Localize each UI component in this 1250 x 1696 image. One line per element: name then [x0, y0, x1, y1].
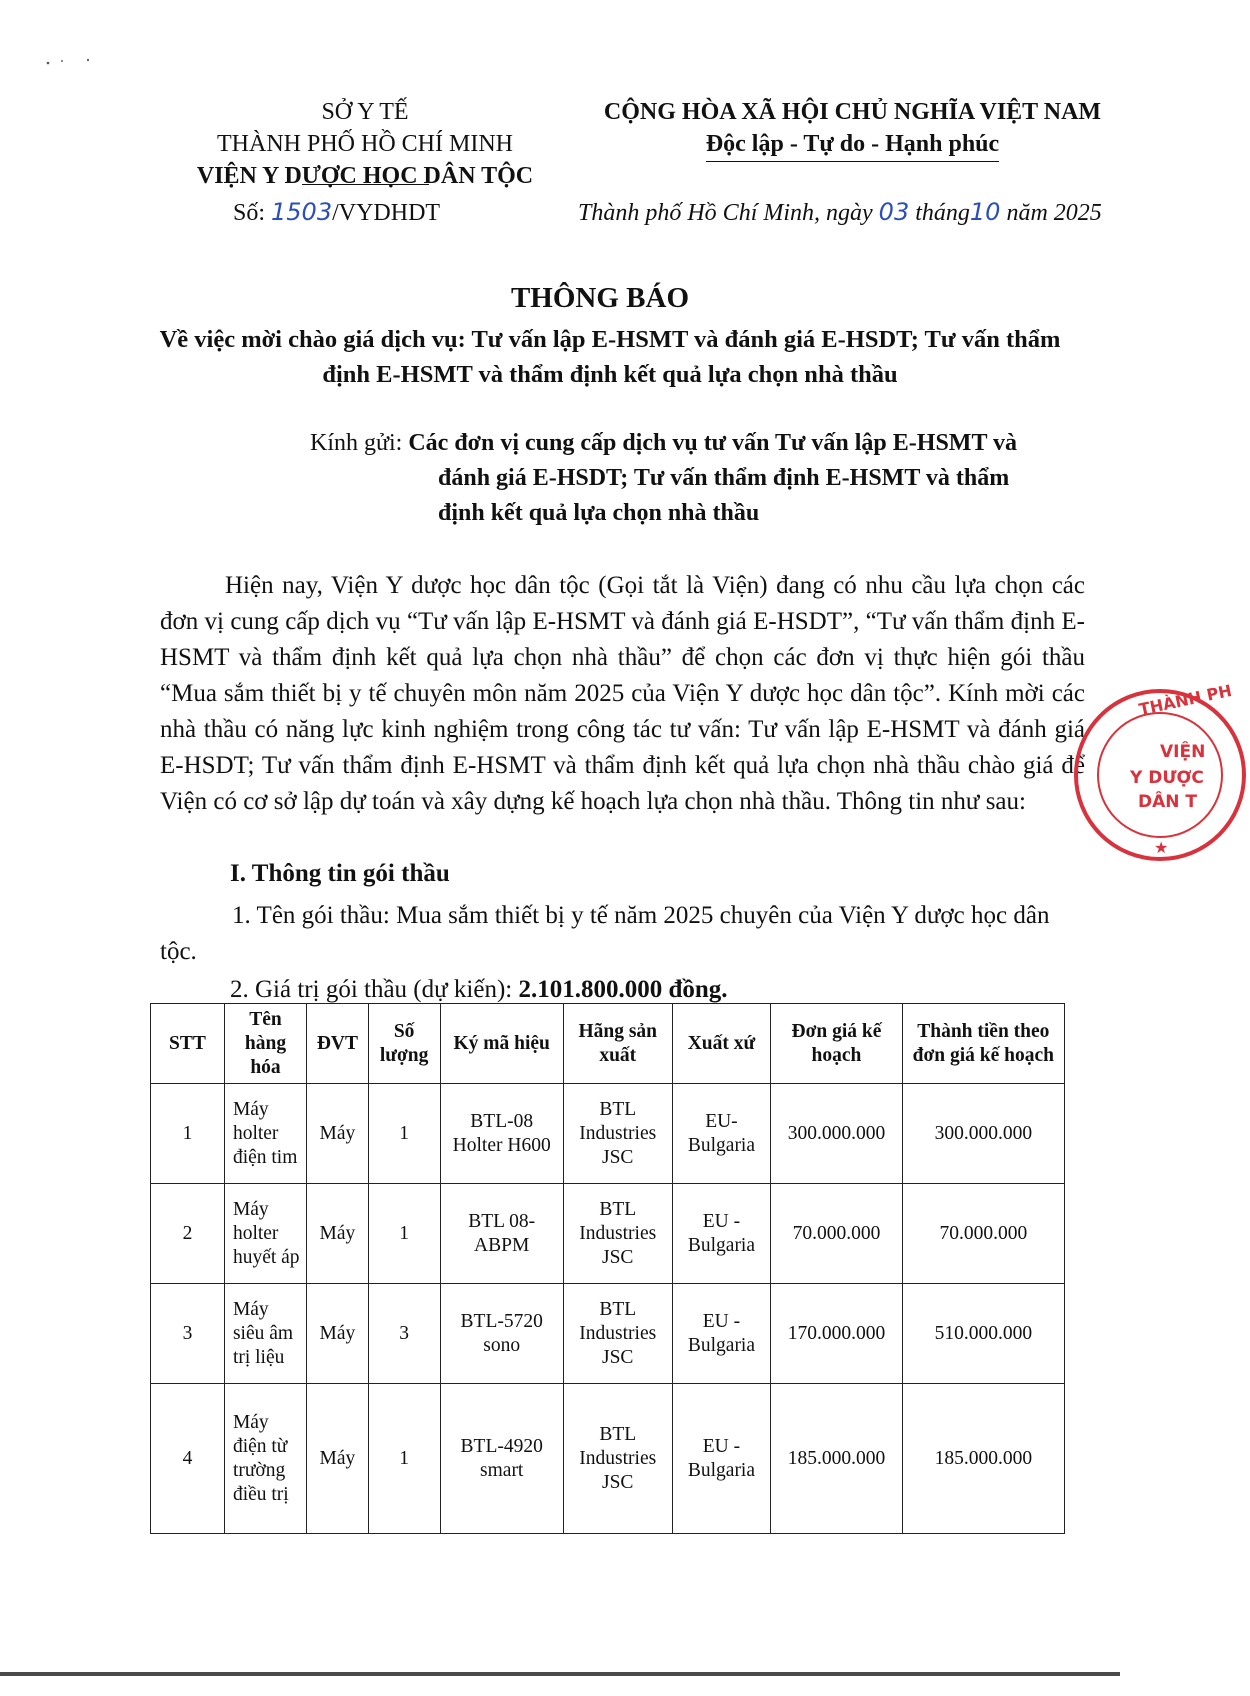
table-cell: 4: [151, 1384, 225, 1534]
item-2-value: 2.101.800.000 đồng.: [518, 976, 728, 1003]
table-cell: EU - Bulgaria: [672, 1284, 771, 1384]
table-cell: 1: [151, 1084, 225, 1184]
table-cell: Máy: [307, 1384, 369, 1534]
scan-specks: [40, 55, 110, 69]
recipient-block: [310, 426, 1090, 531]
table-header: Đơn giá kế hoạch: [771, 1004, 902, 1084]
table-cell: BTL Industries JSC: [563, 1284, 672, 1384]
table-header: Thành tiền theo đơn giá kế hoạch: [902, 1004, 1064, 1084]
table-cell: BTL-4920 smart: [440, 1384, 563, 1534]
table-cell: 1: [368, 1084, 440, 1184]
document-title: THÔNG BÁO: [510, 282, 690, 314]
table-cell: Máy điện từ trường điều trị: [224, 1384, 306, 1534]
date-day: 03: [878, 198, 910, 226]
goods-table: [150, 1003, 1065, 1534]
table-cell: 3: [368, 1284, 440, 1384]
table-cell: 1: [368, 1184, 440, 1284]
date-text-2: tháng: [915, 200, 970, 226]
table-row: [151, 1284, 1065, 1384]
seal-text-top: THÀNH PH: [1137, 680, 1234, 720]
table-cell: 170.000.000: [771, 1284, 902, 1384]
table-row: [151, 1184, 1065, 1284]
table-cell: Máy: [307, 1084, 369, 1184]
table-cell: Máy: [307, 1284, 369, 1384]
table-cell: 300.000.000: [771, 1084, 902, 1184]
table-cell: BTL Industries JSC: [563, 1184, 672, 1284]
table-cell: 510.000.000: [902, 1284, 1064, 1384]
table-cell: BTL-08 Holter H600: [440, 1084, 563, 1184]
table-cell: Máy holter huyết áp: [224, 1184, 306, 1284]
item-1-package-name: 1. Tên gói thầu: Mua sắm thiết bị y tế năm 2025 chuyên của Viện Y dược học dân tộc.: [160, 902, 1050, 965]
table-header-row: [151, 1004, 1065, 1084]
table-cell: 300.000.000: [902, 1084, 1064, 1184]
agency-department: SỞ Y TẾ: [321, 99, 409, 125]
table-row: [151, 1384, 1065, 1534]
recipient-line-3: định kết quả lựa chọn nhà thầu: [438, 500, 760, 526]
table-header: Số lượng: [368, 1004, 440, 1084]
seal-text-1: VIỆN: [1160, 742, 1206, 762]
national-title: CỘNG HÒA XÃ HỘI CHỦ NGHĨA VIỆT NAM: [603, 99, 1102, 125]
table-cell: 185.000.000: [902, 1384, 1064, 1534]
doc-number-handwritten: 1503: [271, 198, 333, 226]
table-cell: 70.000.000: [771, 1184, 902, 1284]
agency-institute: VIỆN Y DƯỢC HỌC DÂN TỘC: [196, 163, 534, 189]
item-2-label: 2. Giá trị gói thầu (dự kiến):: [230, 976, 513, 1003]
seal-star-icon: ★: [1154, 838, 1169, 857]
recipient-line-1: Các đơn vị cung cấp dịch vụ tư vấn Tư vấn lập E-HSMT và: [408, 430, 1018, 456]
table-cell: EU - Bulgaria: [672, 1384, 771, 1534]
table-cell: 1: [368, 1384, 440, 1534]
table-header: ĐVT: [307, 1004, 369, 1084]
official-seal: [1070, 680, 1250, 865]
document-date: [578, 196, 1138, 229]
date-text-1: Thành phố Hồ Chí Minh, ngày: [578, 200, 873, 226]
table-header: STT: [151, 1004, 225, 1084]
national-header: [575, 96, 1130, 162]
document-number: [233, 196, 440, 229]
section-1-title: I. Thông tin gói thầu: [230, 860, 450, 887]
table-row: [151, 1084, 1065, 1184]
agency-underline: [302, 184, 429, 185]
table-cell: 70.000.000: [902, 1184, 1064, 1284]
agency-city: THÀNH PHỐ HỒ CHÍ MINH: [217, 131, 513, 157]
table-cell: 185.000.000: [771, 1384, 902, 1534]
doc-number-prefix: Số:: [233, 200, 266, 226]
document-subtitle: Về việc mời chào giá dịch vụ: Tư vấn lập E-HSMT và đánh giá E-HSDT; Tư vấn thẩm định E-HSMT và thẩm định kết quả lựa chọn nhà thầu: [159, 326, 1061, 388]
seal-text-2: Y DƯỢC: [1130, 768, 1204, 788]
doc-number-suffix: /VYDHDT: [332, 200, 441, 226]
table-cell: BTL 08-ABPM: [440, 1184, 563, 1284]
recipient-label: Kính gửi:: [310, 430, 403, 456]
table-cell: 3: [151, 1284, 225, 1384]
recipient-line-2: đánh giá E-HSDT; Tư vấn thẩm định E-HSMT và thẩm: [438, 465, 1010, 491]
table-cell: BTL Industries JSC: [563, 1084, 672, 1184]
body-paragraph: Hiện nay, Viện Y dược học dân tộc (Gọi tắt là Viện) đang có nhu cầu lựa chọn các đơn vị cung cấp dịch vụ “Tư vấn lập E-HSMT và đánh giá E-HSDT”, “Tư vấn thẩm định E-HSMT và thẩm định kết quả lựa chọn nhà thầu” để chọn các đơn vị thực hiện gói thầu “Mua sắm thiết bị y tế chuyên môn năm 2025 của Viện Y dược học dân tộc”. Kính mời các nhà thầu có năng lực kinh nghiệm trong công tác tư vấn: Tư vấn lập E-HSMT và đánh giá E-HSDT; Tư vấn thẩm định E-HSMT và thẩm định kết quả lựa chọn nhà thầu chào giá để Viện có cơ sở lập dự toán và xây dựng kế hoạch lựa chọn nhà thầu. Thông tin như sau:: [160, 572, 1085, 815]
table-header: Xuất xứ: [672, 1004, 771, 1084]
scan-edge-line: [0, 1672, 1120, 1676]
table-cell: BTL-5720 sono: [440, 1284, 563, 1384]
seal-text-3: DÂN T: [1138, 792, 1198, 812]
agency-header: [175, 96, 555, 192]
table-cell: Máy: [307, 1184, 369, 1284]
date-month: 10: [969, 198, 1001, 226]
table-cell: Máy siêu âm trị liệu: [224, 1284, 306, 1384]
table-header: Ký mã hiệu: [440, 1004, 563, 1084]
table-cell: EU-Bulgaria: [672, 1084, 771, 1184]
table-cell: Máy holter điện tim: [224, 1084, 306, 1184]
table-cell: BTL Industries JSC: [563, 1384, 672, 1534]
table-header: Hãng sản xuất: [563, 1004, 672, 1084]
date-text-3: năm 2025: [1006, 200, 1102, 226]
table-cell: 2: [151, 1184, 225, 1284]
table-cell: EU - Bulgaria: [672, 1184, 771, 1284]
table-header: Tên hàng hóa: [224, 1004, 306, 1084]
national-motto: Độc lập - Tự do - Hạnh phúc: [706, 128, 999, 162]
